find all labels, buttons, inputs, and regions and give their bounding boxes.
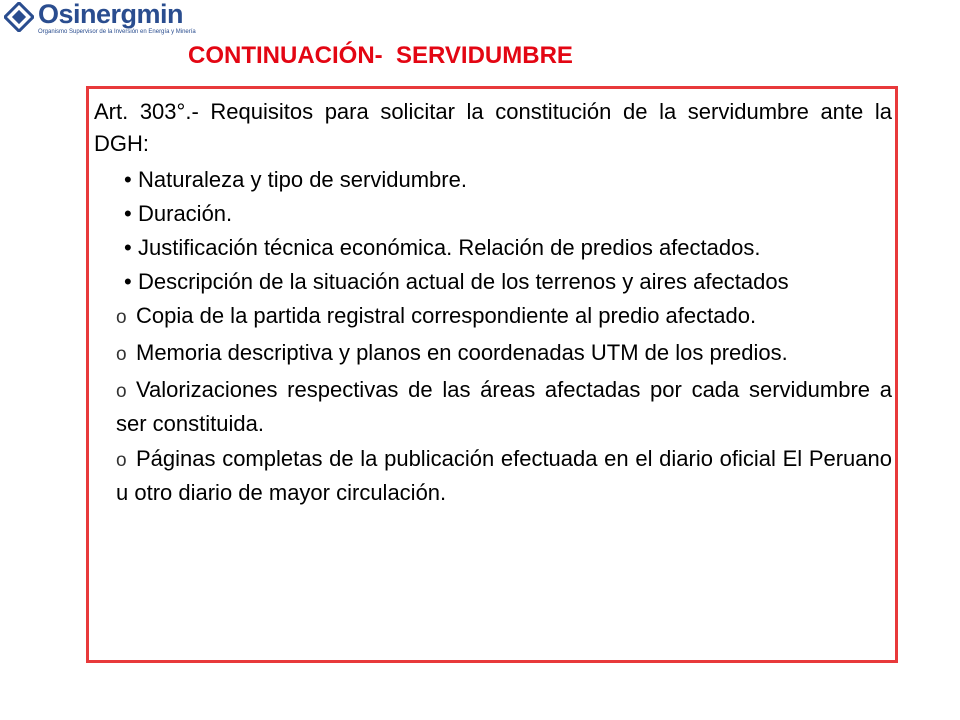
sub-item-mark: o bbox=[116, 381, 127, 402]
bullet-item bbox=[94, 164, 892, 196]
logo-tagline: Organismo Supervisor de la Inversión en Energía y Minería bbox=[38, 29, 196, 35]
article-content bbox=[94, 96, 892, 512]
sub-item-text: Páginas completas de la publicación efectuada en el diario oficial El Peruano u otro diario de mayor circulación. bbox=[116, 446, 892, 505]
sub-item bbox=[94, 443, 892, 509]
sub-item bbox=[94, 300, 892, 334]
bullet-mark: • bbox=[124, 269, 132, 294]
sub-item-text: Valorizaciones respectivas de las áreas afectadas por cada servidumbre a ser constituida. bbox=[116, 377, 892, 436]
page-title: CONTINUACIÓN- SERVIDUMBRE bbox=[188, 42, 573, 69]
sub-item-text: Memoria descriptiva y planos en coordenadas UTM de los predios. bbox=[136, 340, 788, 365]
bullet-text: Descripción de la situación actual de los terrenos y aires afectados bbox=[138, 269, 789, 294]
bullet-mark: • bbox=[124, 167, 132, 192]
bullet-mark: • bbox=[124, 235, 132, 260]
sub-item bbox=[94, 337, 892, 371]
sub-item-text: Copia de la partida registral correspondiente al predio afectado. bbox=[136, 303, 757, 328]
bullet-item bbox=[94, 266, 892, 298]
osinergmin-logo bbox=[4, 2, 204, 38]
logo-name: Osinergmin bbox=[38, 0, 184, 29]
bullet-item bbox=[94, 232, 892, 264]
sub-item-mark: o bbox=[116, 307, 127, 328]
sub-item-mark: o bbox=[116, 344, 127, 365]
article-intro: Art. 303°.- Requisitos para solicitar la constitución de la servidumbre ante la DGH: bbox=[94, 99, 892, 156]
bullet-mark: • bbox=[124, 201, 132, 226]
bullet-text: Naturaleza y tipo de servidumbre. bbox=[138, 167, 467, 192]
bullet-text: Duración. bbox=[138, 201, 233, 226]
sub-item bbox=[94, 374, 892, 440]
osinergmin-diamond-icon bbox=[4, 2, 34, 32]
sub-item-mark: o bbox=[116, 450, 127, 471]
bullet-text: Justificación técnica económica. Relación de predios afectados. bbox=[138, 235, 761, 260]
bullet-item bbox=[94, 198, 892, 230]
